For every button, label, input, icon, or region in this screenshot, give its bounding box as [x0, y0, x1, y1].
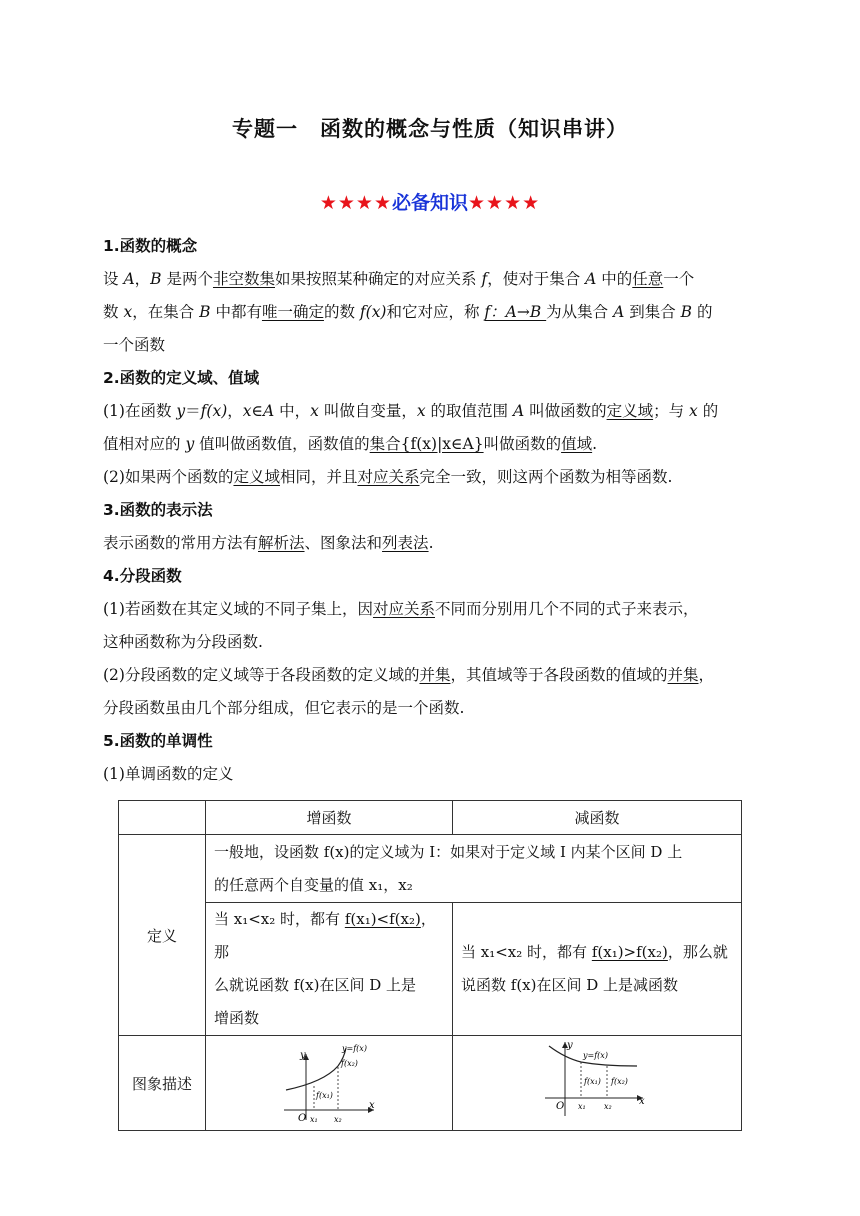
x-axis-label: x: [369, 1100, 375, 1111]
paragraph: 数 x，在集合 B 中都有唯一确定的数 f(x)和它对应，称 f：A→B 为从集合 A 到集合 B 的: [103, 303, 713, 321]
heading-monotonicity: 5.函数的单调性: [103, 732, 213, 750]
section-banner: [0, 188, 860, 215]
paragraph: 这种函数称为分段函数.: [103, 633, 263, 651]
curve-label: y=f(x): [583, 1051, 608, 1060]
origin-label: O: [298, 1113, 307, 1124]
stars-left-icon: ★★★★: [319, 192, 392, 214]
definition-increasing: 当 x₁<x₂ 时，都有 f(x₁)<f(x₂)，那 么就说函数 f(x)在区间 D 上是 增函数: [206, 903, 453, 1036]
origin-label: O: [556, 1101, 565, 1112]
col-increasing: 增函数: [206, 801, 453, 835]
x1-label: x₁: [310, 1115, 318, 1124]
title-part2: 函数的概念与性质（知识串讲）: [320, 117, 628, 141]
paragraph: (1)单调函数的定义: [103, 765, 234, 783]
row-graph-label: 图象描述: [119, 1036, 206, 1131]
y-axis-label: y: [300, 1050, 306, 1061]
graph-decreasing: [453, 1036, 742, 1131]
title-part1: 专题一: [232, 117, 298, 141]
table-row: [119, 903, 742, 1036]
paragraph: (1)在函数 y＝f(x)，x∈A 中，x 叫做自变量，x 的取值范围 A 叫做函数的定义域；与 x 的: [103, 402, 719, 420]
banner-text: 必备知识: [391, 192, 468, 214]
col-decreasing: 减函数: [453, 801, 742, 835]
monotonic-definition-table: [118, 800, 742, 1131]
paragraph: 值相对应的 y 值叫做函数值，函数值的集合{f(x)|x∈A}叫做函数的值域.: [103, 435, 598, 453]
increasing-graph-figure: [206, 1036, 452, 1126]
paragraph: 表示函数的常用方法有解析法、图象法和列表法.: [103, 534, 434, 552]
table-row: [119, 1036, 742, 1131]
stars-right-icon: ★★★★: [468, 192, 541, 214]
graph-increasing: [206, 1036, 453, 1131]
x2-label: x₂: [334, 1115, 342, 1124]
heading-representation: 3.函数的表示法: [103, 501, 213, 519]
heading-piecewise: 4.分段函数: [103, 567, 182, 585]
y-axis-label: y: [567, 1040, 573, 1051]
table-row: [119, 835, 742, 903]
paragraph: (2)分段函数的定义域等于各段函数的定义域的并集，其值域等于各段函数的值域的并集，: [103, 666, 715, 684]
fx1-label: f(x₁): [584, 1077, 601, 1086]
row-definition-label: 定义: [119, 835, 206, 1036]
decreasing-graph-figure: [453, 1036, 741, 1126]
paragraph: (1)若函数在其定义域的不同子集上，因对应关系不同而分别用几个不同的式子来表示，: [103, 600, 699, 618]
fx1-label: f(x₁): [316, 1091, 333, 1100]
paragraph: 设 A，B 是两个非空数集如果按照某种确定的对应关系 f，使对于集合 A 中的任意一个: [103, 270, 695, 288]
heading-function-concept: 1.函数的概念: [103, 237, 198, 255]
heading-domain-range: 2.函数的定义域、值域: [103, 369, 260, 387]
x-axis-label: x: [639, 1096, 645, 1107]
x1-label: x₁: [578, 1102, 586, 1111]
table-cell: [119, 801, 206, 835]
table-row: [119, 801, 742, 835]
definition-common: 一般地，设函数 f(x)的定义域为 I：如果对于定义域 I 内某个区间 D 上 的任意两个自变量的值 x₁，x₂: [206, 835, 742, 903]
page-title: [0, 113, 860, 143]
paragraph: (2)如果两个函数的定义域相同，并且对应关系完全一致，则这两个函数为相等函数.: [103, 468, 673, 486]
fx2-label: f(x₂): [341, 1059, 358, 1068]
content-body: [103, 230, 743, 791]
fx2-label: f(x₂): [611, 1077, 628, 1086]
definition-decreasing: 当 x₁<x₂ 时，都有 f(x₁)>f(x₂)，那么就 说函数 f(x)在区间 D 上是减函数: [453, 903, 742, 1036]
curve-label: y=f(x): [342, 1044, 367, 1053]
increasing-curve: [286, 1048, 346, 1090]
paragraph: 分段函数虽由几个部分组成，但它表示的是一个函数.: [103, 699, 465, 717]
paragraph: 一个函数: [103, 336, 166, 354]
x2-label: x₂: [604, 1102, 612, 1111]
